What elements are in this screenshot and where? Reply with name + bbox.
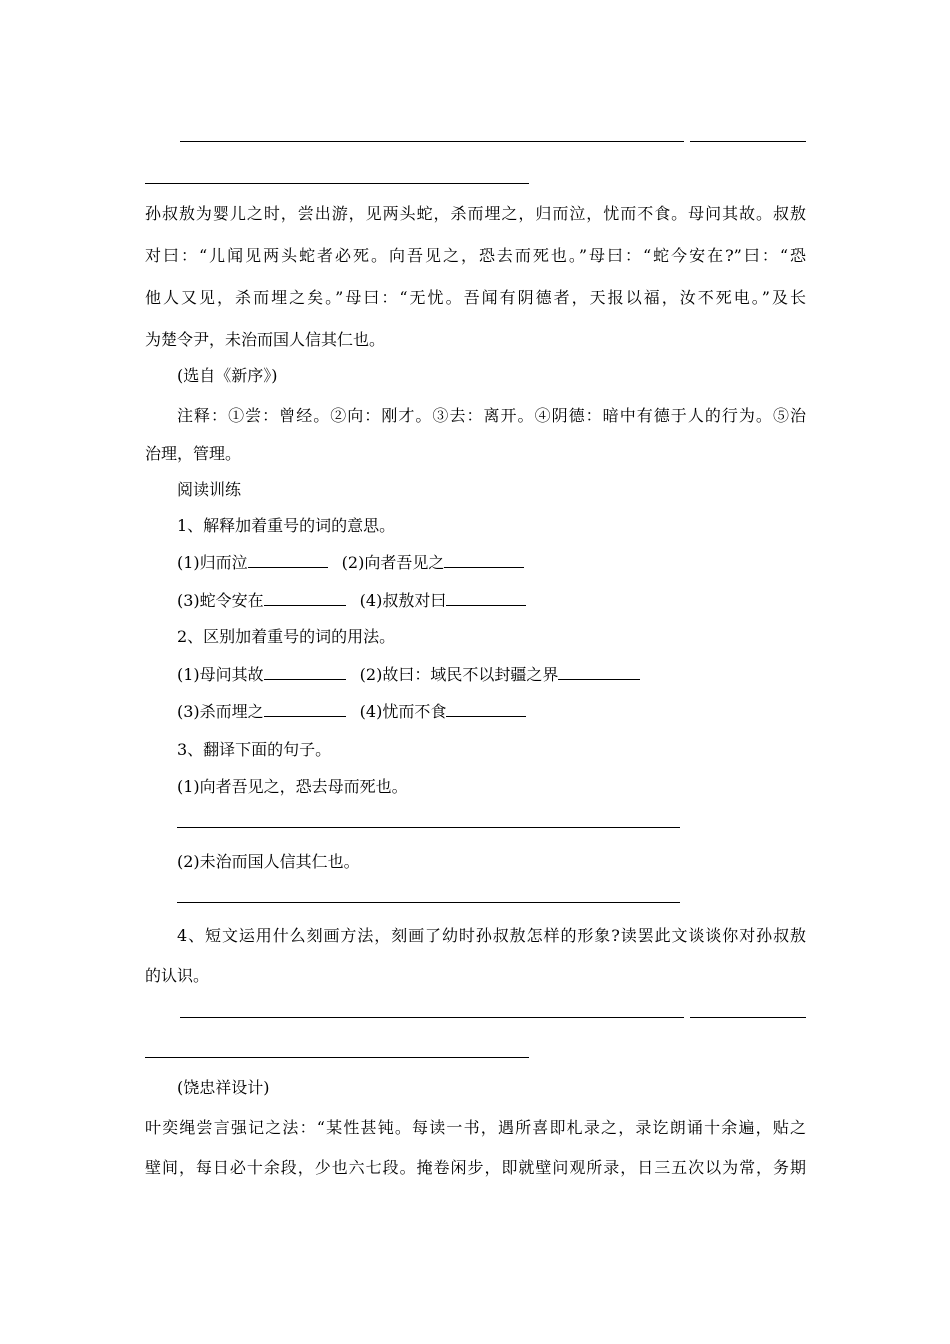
passage-line: 对曰：“儿闻见两头蛇者必死。向吾见之，恐去而死也。”母曰：“蛇今安在?”曰：“恐	[145, 246, 806, 265]
answer-blank[interactable]	[264, 702, 346, 717]
q1-row	[177, 553, 524, 573]
q2-item: (1)母问其故	[177, 665, 264, 684]
q1-item: (1)归而泣	[177, 553, 248, 572]
notes-line: 治理，管理。	[145, 444, 242, 463]
answer-line	[145, 183, 529, 184]
q2-row	[177, 702, 526, 722]
answer-blank[interactable]	[264, 665, 346, 680]
q2-row	[177, 665, 640, 685]
passage-line: 为楚令尹，未治而国人信其仁也。	[145, 330, 386, 349]
q1-item: (4)叔敖对曰	[359, 591, 447, 610]
q2-prompt: 2、区别加着重号的词的用法。	[177, 627, 396, 646]
design-credit: (饶忠祥设计)	[177, 1078, 270, 1097]
q3-prompt: 3、翻译下面的句子。	[177, 740, 332, 759]
answer-line[interactable]	[180, 1017, 684, 1018]
q4-line: 的认识。	[145, 966, 210, 985]
q1-item: (3)蛇令安在	[177, 591, 264, 610]
q1-row	[177, 591, 526, 611]
passage-line: 孙叔敖为婴儿之时，尝出游，见两头蛇，杀而埋之，归而泣，忧而不食。母问其故。叔敖	[145, 204, 806, 223]
answer-blank[interactable]	[446, 591, 526, 606]
next-passage-line: 叶奕绳尝言强记之法：“某性甚钝。每读一书，遇所喜即札录之，录讫朗诵十余遍，贴之	[145, 1118, 806, 1137]
answer-line	[690, 141, 806, 142]
answer-line[interactable]	[690, 1017, 806, 1018]
answer-line[interactable]	[177, 902, 680, 903]
answer-blank[interactable]	[248, 553, 328, 568]
q2-item: (4)忧而不食	[359, 702, 447, 721]
passage-line: 他人又见，杀而埋之矣。”母曰：“无忧。吾闻有阴德者，天报以福，汝不死电。”及长	[145, 288, 806, 307]
exercise-heading: 阅读训练	[177, 480, 242, 499]
answer-blank[interactable]	[558, 665, 640, 680]
q2-item: (3)杀而埋之	[177, 702, 264, 721]
answer-line	[180, 141, 684, 142]
q1-prompt: 1、解释加着重号的词的意思。	[177, 516, 396, 535]
q3-item: (1)向者吾见之，恐去母而死也。	[177, 777, 408, 796]
notes-line: 注释：①尝：曾经。②向：刚才。③去：离开。④阴德：暗中有德于人的行为。⑤治	[177, 406, 806, 425]
q4-line: 4、短文运用什么刻画方法，刻画了幼时孙叔敖怎样的形象?读罢此文谈谈你对孙叔敖	[177, 926, 806, 945]
passage-source: (选自《新序》)	[177, 366, 278, 385]
next-passage-line: 壁间，每日必十余段，少也六七段。掩卷闲步，即就壁问观所录，日三五次以为常，务期	[145, 1158, 806, 1177]
answer-blank[interactable]	[446, 702, 526, 717]
q1-item: (2)向者吾见之	[341, 553, 445, 572]
answer-blank[interactable]	[264, 591, 346, 606]
q2-item: (2)故曰：域民不以封疆之界	[359, 665, 559, 684]
answer-blank[interactable]	[444, 553, 524, 568]
answer-line[interactable]	[177, 827, 680, 828]
q3-item: (2)未治而国人信其仁也。	[177, 852, 360, 871]
answer-line[interactable]	[145, 1057, 529, 1058]
